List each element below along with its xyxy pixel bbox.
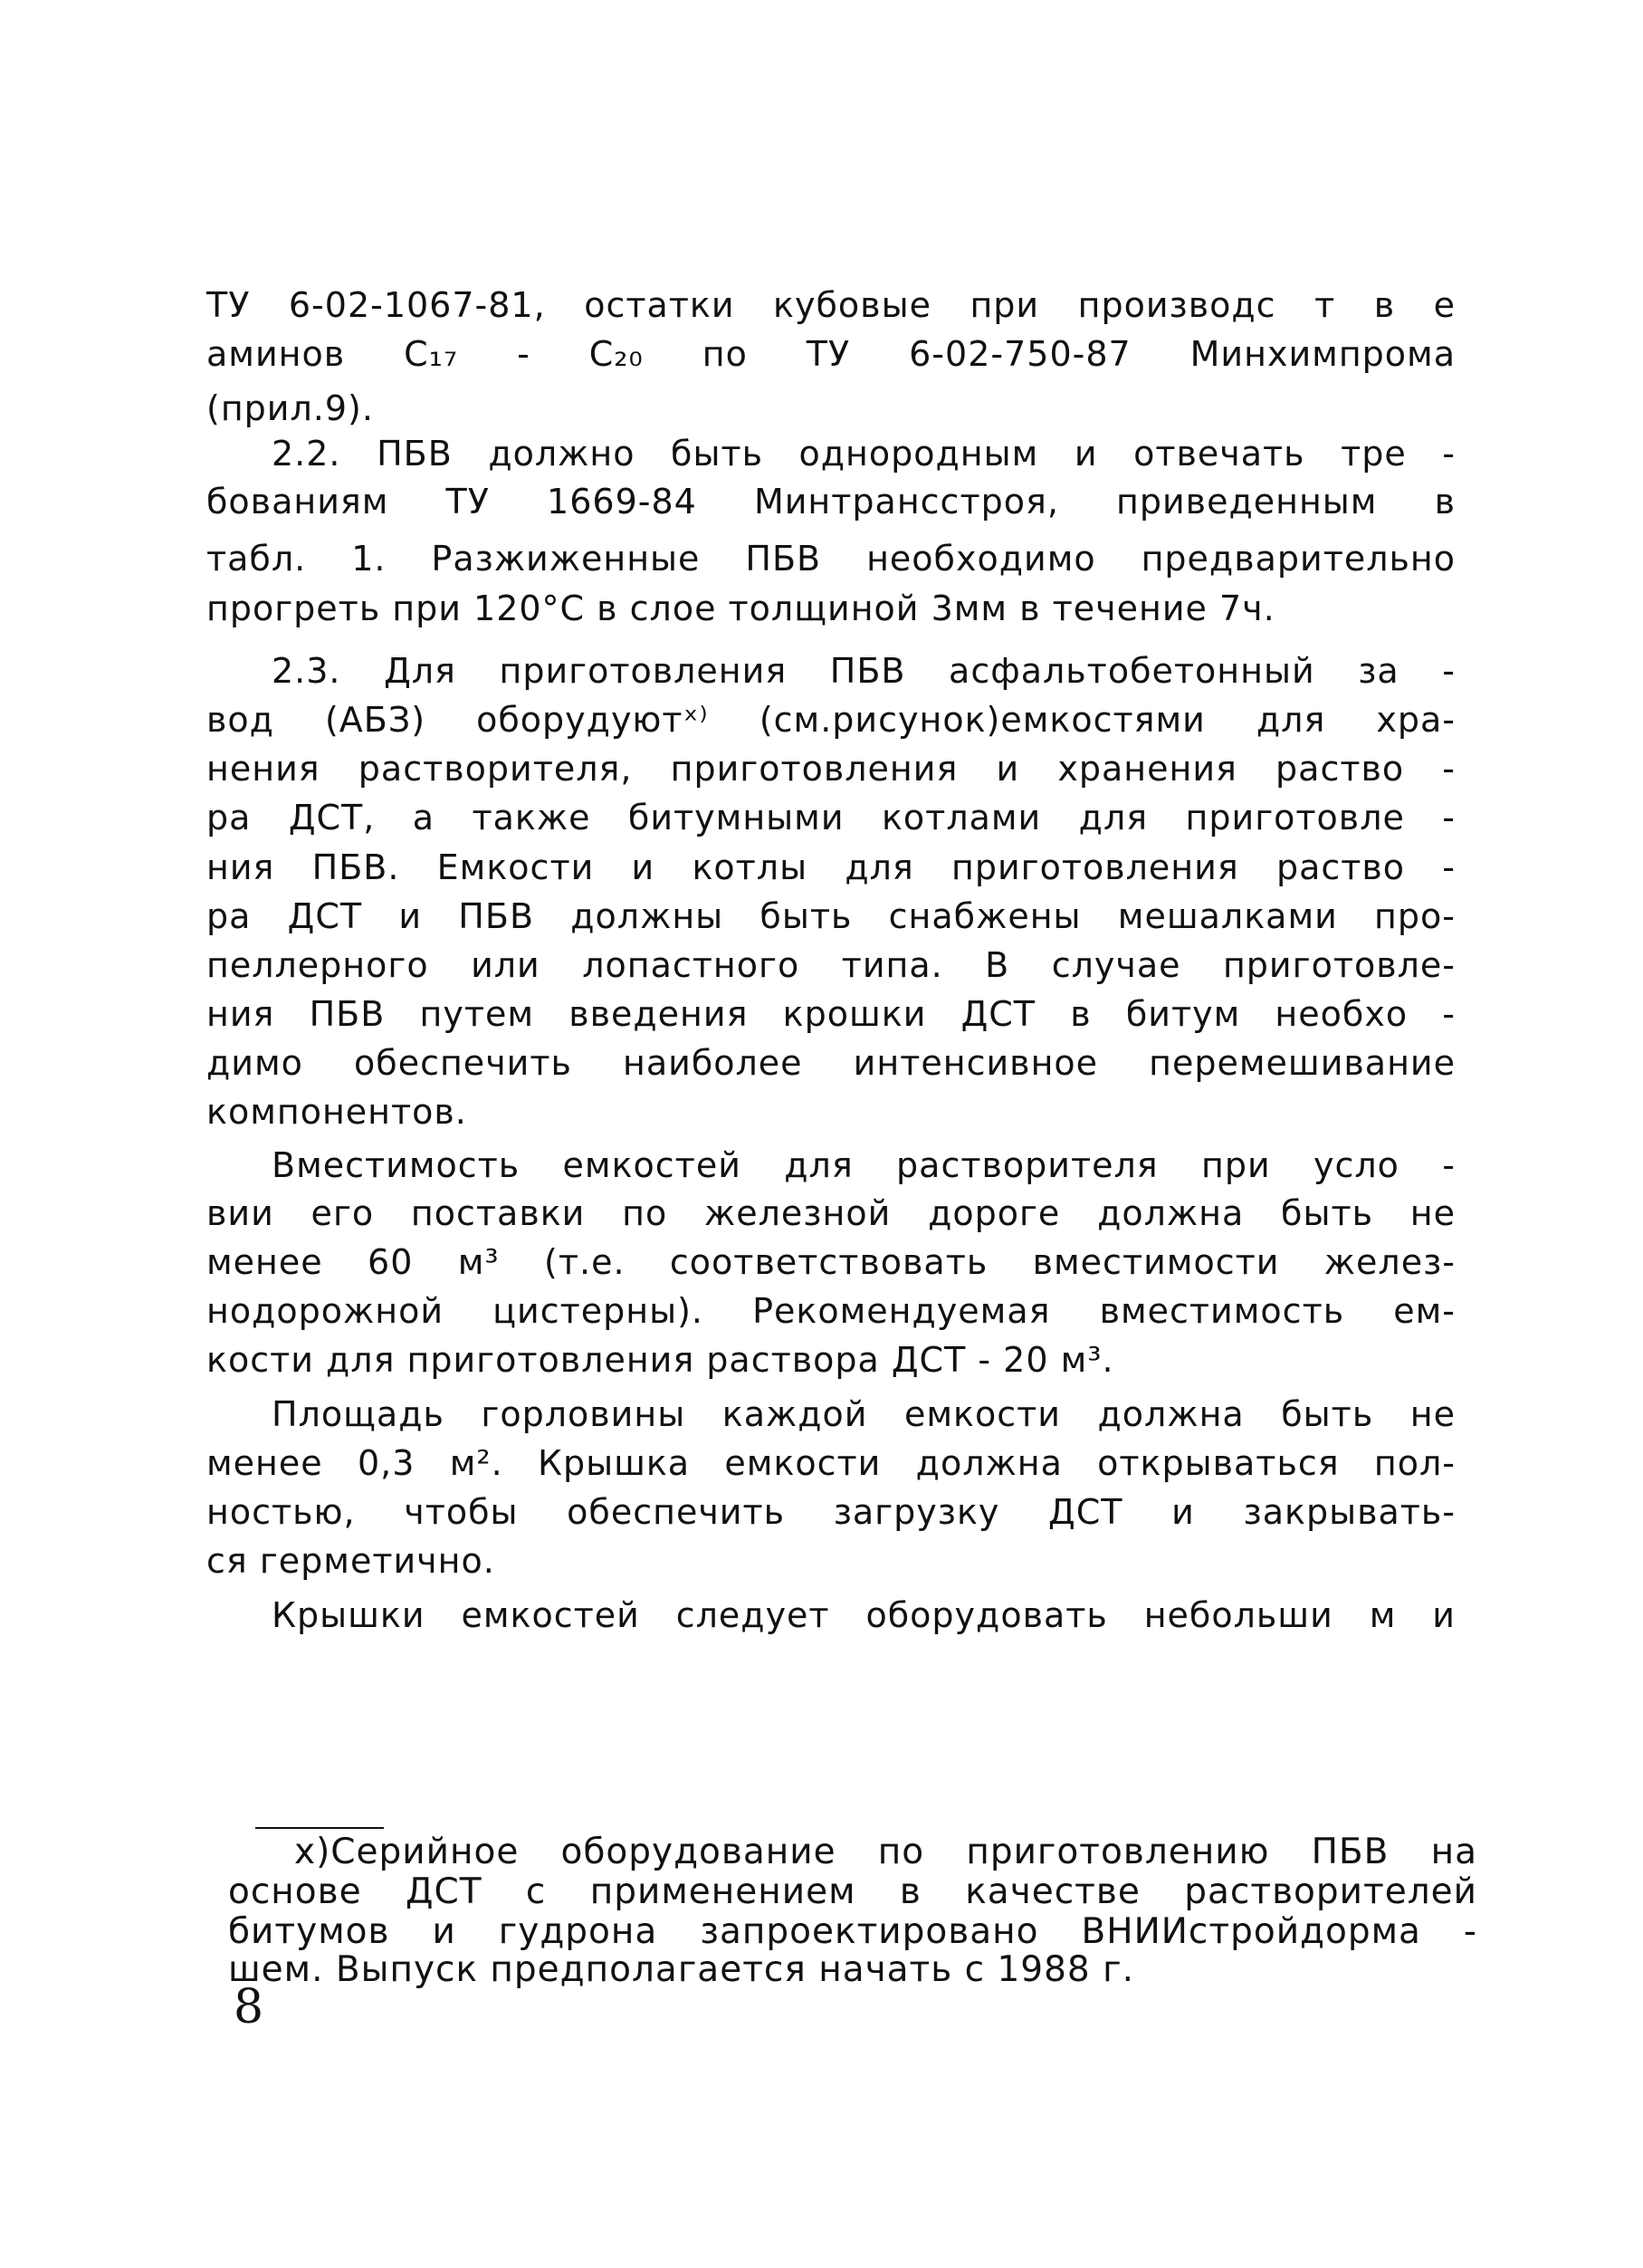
footnote-line: x)Серийное оборудование по приготовлению ПБВ на [294, 1832, 1477, 1872]
body-line: 2.2. ПБВ должно быть однородным и отвечать тре - [272, 434, 1456, 474]
body-line: бованиям ТУ 1669-84 Минтрансстроя, приведенным в [206, 482, 1456, 522]
body-line: менее 0,3 м². Крышка емкости должна открываться пол- [206, 1443, 1456, 1483]
footnote-line: битумов и гудрона запроектировано ВНИИстройдорма - [228, 1911, 1477, 1952]
body-line: ния ПБВ. Емкости и котлы для приготовления раство - [206, 847, 1456, 887]
body-line: ностью, чтобы обеспечить загрузку ДСТ и закрывать- [206, 1492, 1456, 1532]
body-line: вод (АБЗ) оборудуютˣ⁾ (см.рисунок)емкостями для хра- [206, 700, 1456, 740]
body-line: аминов C₁₇ - C₂₀ по ТУ 6-02-750-87 Минхимпрома [206, 334, 1456, 374]
body-line: Крышки емкостей следует оборудовать небольши м и [272, 1595, 1456, 1635]
body-line: Площадь горловины каждой емкости должна быть не [272, 1394, 1456, 1434]
body-line: ра ДСТ, а также битумными котлами для приготовле - [206, 798, 1456, 837]
body-line: нодорожной цистерны). Рекомендуемая вместимость ем- [206, 1291, 1456, 1331]
body-line: димо обеспечить наиболее интенсивное перемешивание [206, 1043, 1456, 1083]
body-line: ра ДСТ и ПБВ должны быть снабжены мешалками про- [206, 896, 1456, 936]
footnote-rule [255, 1827, 384, 1829]
body-line: ся герметично. [206, 1541, 495, 1581]
body-line: 2.3. Для приготовления ПБВ асфальтобетонный за - [272, 651, 1456, 691]
body-line: ния ПБВ путем введения крошки ДСТ в битум необхо - [206, 994, 1456, 1034]
body-line: вии его поставки по железной дороге должна быть не [206, 1193, 1456, 1233]
body-line: менее 60 м³ (т.е. соответствовать вместимости желез- [206, 1242, 1456, 1282]
footnote-line: шем. Выпуск предполагается начать с 1988 г. [228, 1949, 1135, 1990]
body-line: нения растворителя, приготовления и хранения раство - [206, 749, 1456, 789]
body-line: кости для приготовления раствора ДСТ - 20 м³. [206, 1340, 1114, 1380]
footnote-line: основе ДСТ с применением в качестве растворителей [228, 1871, 1477, 1912]
body-line: Вместимость емкостей для растворителя при усло - [272, 1145, 1456, 1185]
body-line: прогреть при 120°С в слое толщиной 3мм в течение 7ч. [206, 589, 1275, 628]
body-line: пеллерного или лопастного типа. В случае приготовле- [206, 945, 1456, 985]
body-line: (прил.9). [206, 388, 374, 428]
body-line: ТУ 6-02-1067-81, остатки кубовые при производс т в е [206, 285, 1456, 325]
body-line: компонентов. [206, 1092, 467, 1132]
page-number: 8 [234, 1980, 264, 2034]
body-line: табл. 1. Разжиженные ПБВ необходимо предварительно [206, 539, 1456, 579]
